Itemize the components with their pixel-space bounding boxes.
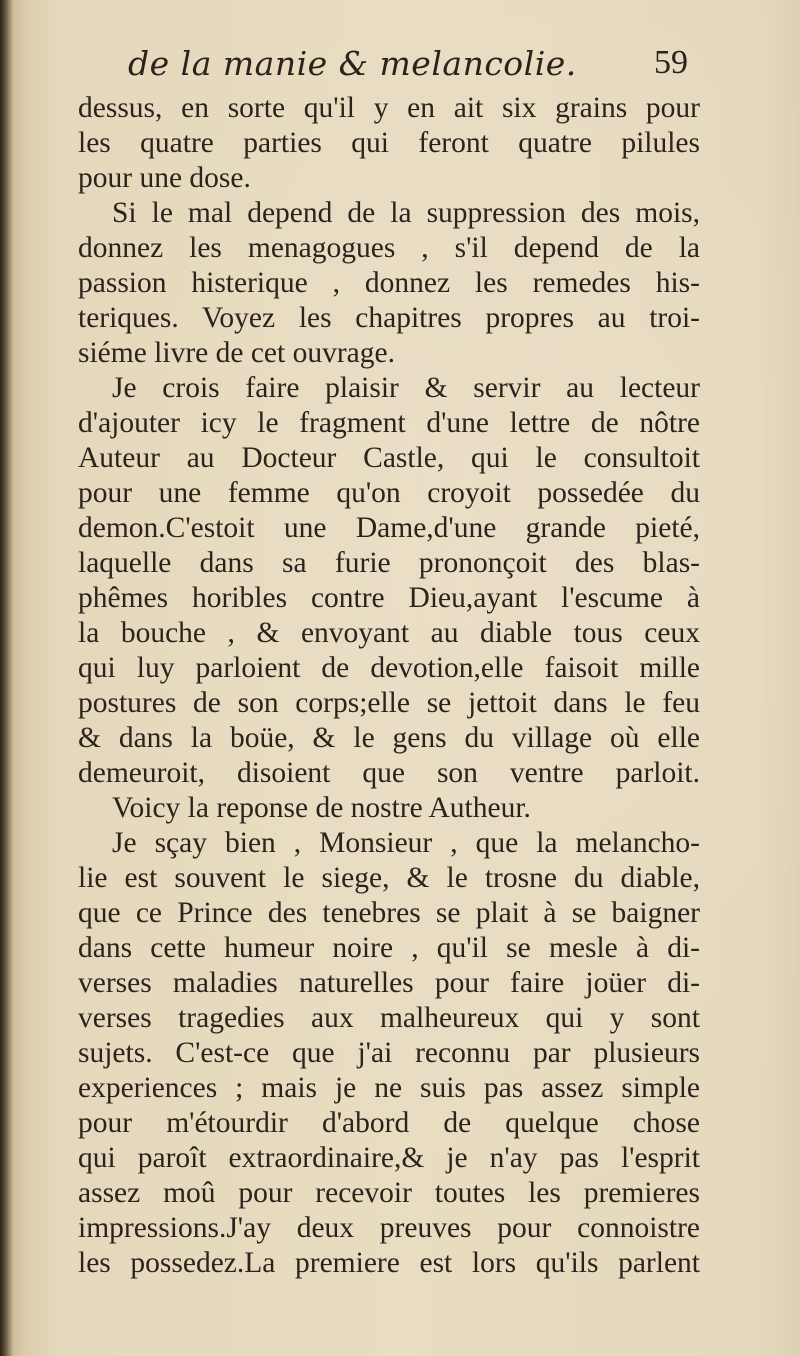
text-line: phêmes horibles contre Dieu,ayant l'escume à — [78, 582, 700, 614]
text-line: pour m'étourdir d'abord de quelque chose — [78, 1107, 700, 1139]
text-line: Voicy la reponse de nostre Autheur. — [112, 792, 531, 824]
text-line: qui paroît extraordinaire,& je n'ay pas l'esprit — [78, 1142, 700, 1174]
text-line: sujets. C'est-ce que j'ai reconnu par plusieurs — [78, 1037, 700, 1069]
text-line: les possedez.La premiere est lors qu'ils parlent — [78, 1247, 700, 1279]
text-line: passion histerique , donnez les remedes his- — [78, 267, 700, 299]
text-line: siéme livre de cet ouvrage. — [78, 337, 395, 369]
text-line: que ce Prince des tenebres se plait à se baigner — [78, 897, 700, 929]
text-line: experiences ; mais je ne suis pas assez simple — [78, 1072, 700, 1104]
text-line: les quatre parties qui feront quatre pilules — [78, 127, 700, 159]
text-line: & dans la boüe, & le gens du village où elle — [78, 722, 700, 754]
text-line: lie est souvent le siege, & le trosne du diable, — [78, 862, 700, 894]
text-line: demon.C'estoit une Dame,d'une grande pieté, — [78, 512, 700, 544]
text-line: impressions.J'ay deux preuves pour connoistre — [78, 1212, 700, 1244]
text-line: dessus, en sorte qu'il y en ait six grains pour — [78, 92, 700, 124]
text-line: la bouche , & envoyant au diable tous ceux — [78, 617, 700, 649]
text-line: assez moû pour recevoir toutes les premieres — [78, 1177, 700, 1209]
text-line: laquelle dans sa furie prononçoit des blas- — [78, 547, 700, 579]
text-line: pour une femme qu'on croyoit possedée du — [78, 477, 700, 509]
text-line: donnez les menagogues , s'il depend de la — [78, 232, 700, 264]
text-line: Je crois faire plaisir & servir au lecteur — [112, 372, 700, 404]
text-line: verses tragedies aux malheureux qui y sont — [78, 1002, 700, 1034]
text-line: d'ajouter icy le fragment d'une lettre de nôtre — [78, 407, 700, 439]
text-line: Si le mal depend de la suppression des mois, — [112, 197, 700, 229]
text-line: dans cette humeur noire , qu'il se mesle à di- — [78, 932, 700, 964]
text-line: Je sçay bien , Monsieur , que la melancho- — [112, 827, 700, 859]
text-line: qui luy parloient de devotion,elle faisoit mille — [78, 652, 700, 684]
running-head-title: de la manie & melancolie. — [128, 44, 577, 83]
text-line: demeuroit, disoient que son ventre parloit. — [78, 757, 700, 789]
text-line: postures de son corps;elle se jettoit dans le feu — [78, 687, 700, 719]
text-line: teriques. Voyez les chapitres propres au troi- — [78, 302, 700, 334]
text-line: pour une dose. — [78, 162, 251, 194]
text-line: verses maladies naturelles pour faire joüer di- — [78, 967, 700, 999]
text-line: Auteur au Docteur Castle, qui le consultoit — [78, 442, 700, 474]
page-number: 59 — [654, 44, 688, 81]
